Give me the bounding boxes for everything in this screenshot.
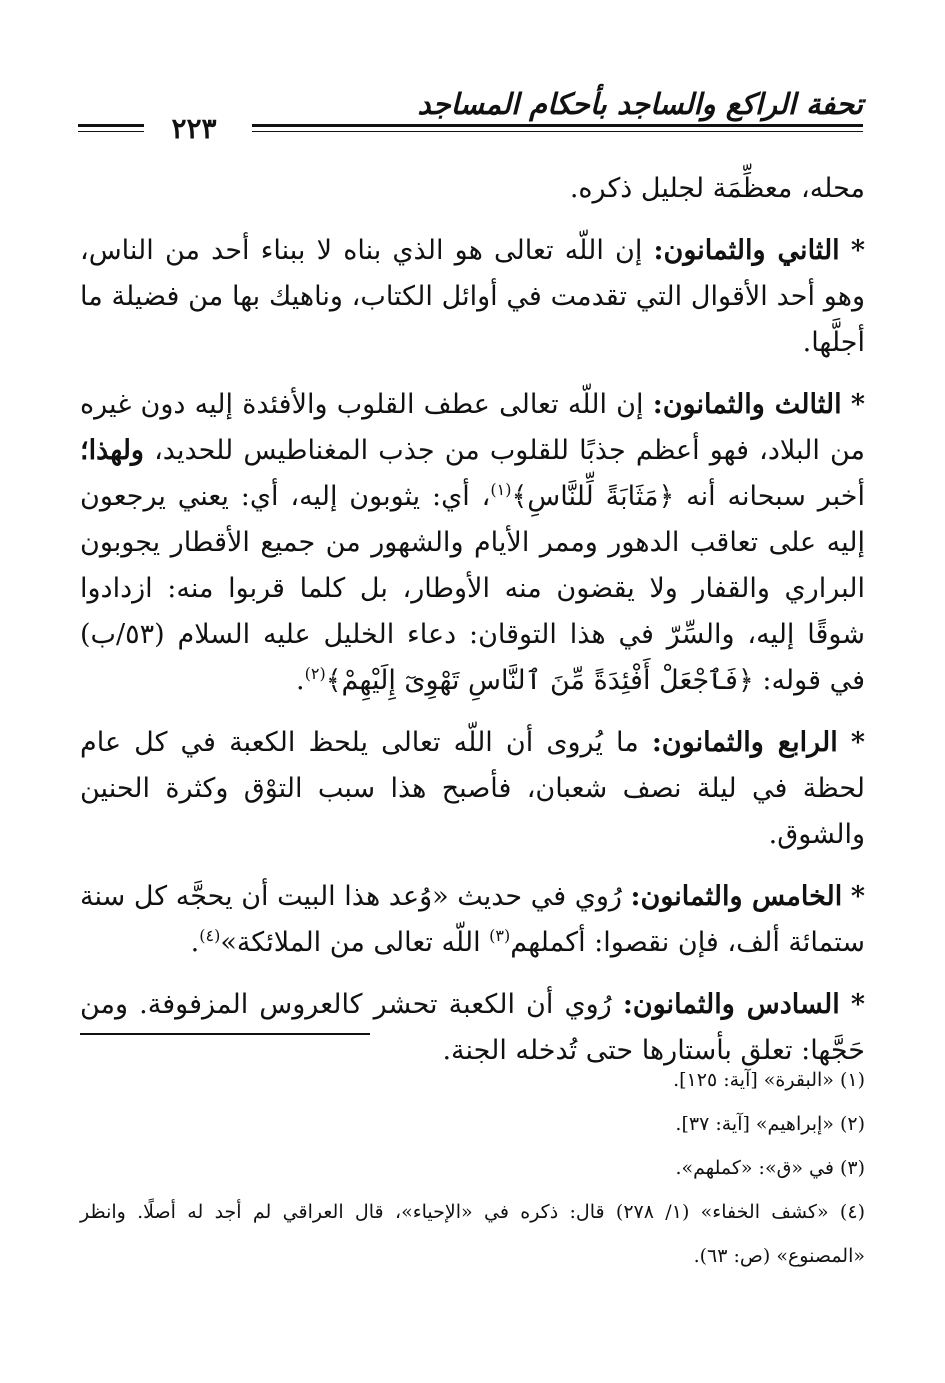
paragraph-text: ما يُروى أن اللّه تعالى يلحظ الكعبة في كل عام لحظة في ليلة نصف شعبان، فأصبح هذا سبب التوْق وكثرة الحنين والشوق. (80, 727, 865, 850)
bullet-star: * (850, 881, 865, 912)
body-text (80, 166, 865, 1090)
paragraph-82 (80, 228, 865, 366)
paragraph-text: إن اللّه تعالى هو الذي بناه لا ببناء أحد من الناس، وهو أحد الأقوال التي تقدمت في أوائل الكتاب، وناهيك بها من فضيلة ما أجلَّها. (80, 235, 865, 358)
footnote-ref[interactable]: (٣) (489, 926, 511, 945)
paragraph-heading: السادس والثمانون: (622, 989, 840, 1020)
quran-quote: ﴿فَٱجْعَلْ أَفْئِدَةً مِّنَ ٱلنَّاسِ تَهْوِىٓ إِلَيْهِمْ﴾ (325, 665, 754, 696)
paragraph-84 (80, 720, 865, 858)
quran-quote: ﴿مَثَابَةً لِّلنَّاسِ﴾ (511, 481, 675, 512)
running-header-title: تحفة الراكع والساجد بأحكام المساجد (417, 87, 863, 121)
header-rule-short (78, 124, 144, 132)
footnote-1: (١) «البقرة» [آية: ١٢٥]. (673, 1069, 865, 1091)
header-rule (252, 124, 863, 132)
paragraph-heading: الرابع والثمانون: (651, 727, 838, 758)
page-number: ٢٢٣ (171, 112, 217, 145)
paragraph-85: * الخامس والثمانون: رُوي في حديث «وُعد هذا البيت أن يحجَّه كل سنة ستمائة ألف، فإن نقصوا: أكملهم$^{(٣)}$ اللّه تعالى من الملائكة»$^{(٤)}$. (80, 881, 865, 958)
paragraph-heading: الثالث والثمانون: (652, 389, 842, 420)
footnote-ref[interactable]: (٢) (304, 664, 326, 683)
footnote-separator (80, 1033, 370, 1035)
paragraph-text: ، أي: يثوبون إليه، أي: يعني يرجعون إليه على تعاقب الدهور وممر الأيام والشهور من جميع الأقطار يجوبون البراري والقفار ولا يقضون منه الأوطار، بل كلما قربوا منه: ازدادوا شوقًا إليه، والسِّرّ في هذا التوقان: دعاء الخليل عليه السلام (٥٣/ب) في قوله: (80, 481, 865, 696)
footnotes (80, 1058, 865, 1278)
footnote-3: (٣) في «ق»: «كملهم». (675, 1157, 865, 1179)
paragraph-text: اللّه تعالى من الملائكة» (220, 927, 490, 958)
bullet-star: * (850, 389, 865, 420)
footnote-4: (٤) «كشف الخفاء» (١/ ٢٧٨) قال: ذكره في «الإحياء»، قال العراقي لم أجد له أصلًا. وانظر «المصنوع» (ص: ٦٣). (80, 1201, 865, 1267)
paragraph-bold-word: ولهذا؛ (80, 435, 144, 466)
paragraph-heading: الثاني والثمانون: (653, 235, 840, 266)
bullet-star: * (850, 989, 865, 1020)
paragraph-heading: الخامس والثمانون: (630, 881, 843, 912)
paragraph-83: * الثالث والثمانون: إن اللّه تعالى عطف القلوب والأفئدة إليه دون غيره من البلاد، فهو أعظم جذبًا للقلوب من جذب المغناطيس للحديد، ولهذا؛ أخبر سبحانه أنه ﴿مَثَابَةً لِّلنَّاسِ﴾$^{(١)}$، أي: يثوبون إليه، أي: يعني يرجعون إليه على تعاقب الدهور وممر الأيام والشهور من جميع الأقطار يجوبون البراري والقفار ولا يقضون منه الأوطار، بل كلما قربوا منه: ازدادوا شوقًا إليه، والسِّرّ في هذا التوقان: دعاء الخليل عليه السلام (٥٣/ب) في قوله: ﴿فَٱجْعَلْ أَفْئِدَةً مِّنَ ٱلنَّاسِ تَهْوِىٓ إِلَيْهِمْ﴾$^{(٢)}$. (80, 389, 865, 696)
paragraph-text: رُوي في حديث «وُعد هذا البيت أن يحجَّه كل سنة ستمائة ألف، فإن نقصوا: أكملهم (80, 881, 865, 958)
paragraph-text: إن اللّه تعالى عطف القلوب والأفئدة إليه دون غيره من البلاد، فهو أعظم جذبًا للقلوب من جذب المغناطيس للحديد، (80, 389, 865, 466)
footnote-ref[interactable]: (١) (490, 480, 512, 499)
footnote-ref[interactable]: (٤) (199, 926, 221, 945)
paragraph-text: أخبر سبحانه أنه (674, 481, 865, 512)
paragraph-text: رُوي أن الكعبة تحشر كالعروس المزفوفة. ومن حَجَّها: تعلق بأستارها حتى تُدخله الجنة. (80, 989, 865, 1066)
bullet-star: * (850, 235, 865, 266)
paragraph-continuation: محله، معظِّمَة لجليل ذكره. (569, 173, 865, 204)
footnote-2: (٢) «إبراهيم» [آية: ٣٧]. (675, 1113, 865, 1135)
bullet-star: * (850, 727, 866, 758)
